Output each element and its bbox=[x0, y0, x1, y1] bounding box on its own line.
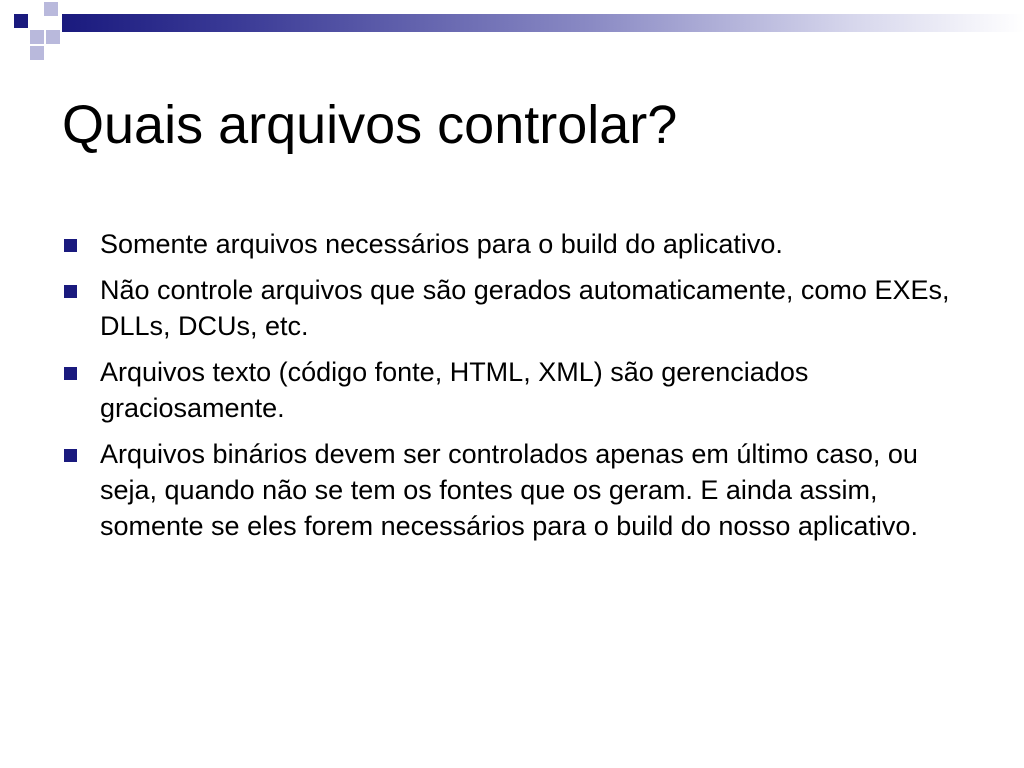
bullet-item bbox=[62, 354, 962, 426]
bullet-text: Somente arquivos necessários para o build do aplicativo. bbox=[100, 229, 783, 259]
slide-title: Quais arquivos controlar? bbox=[62, 95, 678, 155]
bullet-text: Não controle arquivos que são gerados automaticamente, como EXEs, DLLs, DCUs, etc. bbox=[100, 275, 950, 341]
bullet-item bbox=[62, 272, 962, 344]
header-gradient-band bbox=[62, 14, 1024, 32]
bullet-text: Arquivos texto (código fonte, HTML, XML) são gerenciados graciosamente. bbox=[100, 357, 809, 423]
square-bullet-icon bbox=[64, 239, 77, 252]
bullet-list bbox=[62, 226, 962, 554]
bullet-text: Arquivos binários devem ser controlados apenas em último caso, ou seja, quando não se tem os fontes que os geram. E ainda assim, somente se eles forem necessários para o build do nosso aplicativo. bbox=[100, 439, 918, 541]
square-bullet-icon bbox=[64, 449, 77, 462]
decorative-square bbox=[46, 30, 60, 44]
square-bullet-icon bbox=[64, 285, 77, 298]
decorative-square bbox=[30, 30, 44, 44]
square-bullet-icon bbox=[64, 367, 77, 380]
decorative-square bbox=[44, 2, 58, 16]
decorative-square bbox=[30, 46, 44, 60]
bullet-item bbox=[62, 226, 962, 262]
bullet-item bbox=[62, 436, 962, 544]
decorative-square bbox=[14, 14, 28, 28]
